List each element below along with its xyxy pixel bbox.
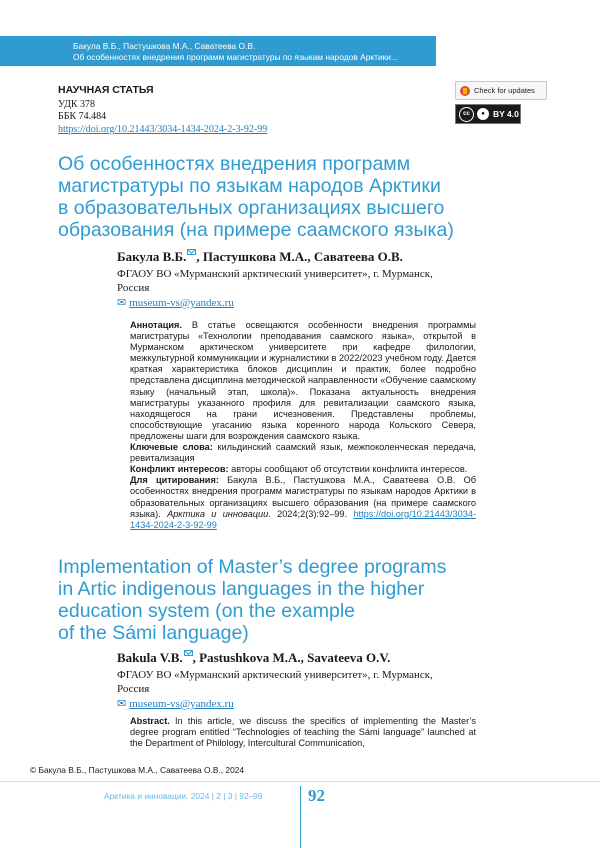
person-icon: ●	[477, 108, 489, 120]
udk-code: УДК 378	[58, 99, 96, 110]
corresponding-author: Bakula V.B.	[117, 650, 183, 665]
license-label: BY 4.0	[493, 109, 519, 119]
title-ru-line: Об особенностях внедрения программ	[58, 153, 411, 175]
crossmark-icon	[460, 86, 470, 96]
affiliation-line: ФГАОУ ВО «Мурманский арктический университет», г. Мурманск,	[117, 268, 433, 280]
abstract-en	[130, 716, 476, 749]
article-title-ru	[58, 153, 528, 241]
authors-en	[117, 650, 390, 666]
doi-link[interactable]: https://doi.org/10.21443/3034-1434-2024-2-3-92-99	[58, 124, 268, 135]
mail-icon: ✉	[117, 698, 127, 710]
title-en-line: Implementation of Master’s degree programs	[58, 556, 447, 578]
running-header-title: Об особенностях внедрения программ магистратуры по языкам народов Арктики...	[73, 52, 398, 62]
footer-divider	[0, 781, 600, 782]
abstract-label: Аннотация.	[130, 320, 182, 330]
copyright-notice: © Бакула В.Б., Пастушкова М.А., Саватеева О.В., 2024	[30, 765, 245, 775]
check-for-updates-badge[interactable]	[455, 81, 547, 100]
keywords-paragraph	[130, 442, 476, 464]
affiliation-line: ФГАОУ ВО «Мурманский арктический университет», г. Мурманск,	[117, 669, 433, 681]
cite-journal: Арктика и инновации	[167, 508, 269, 519]
abstract-text: In this article, we discuss the specifics of implementing the Master’s degree program entitled “Technologies of teaching the Sámi language” launched at the Department of Philology, Intercultural Communication,	[130, 716, 476, 749]
title-en-line: education system (on the example	[58, 600, 355, 622]
affiliation-ru	[117, 268, 433, 295]
abstract-paragraph	[130, 320, 476, 442]
cite-text: Бакула В.Б., Пастушкова М.А., Саватеева О.В. Об особенностях внедрения программ магистратуры по языкам народов Арктики в образовательных организациях высшего образования (на примере саамского языка).	[130, 475, 477, 519]
title-en-line: in Artic indigenous languages in the higher	[58, 578, 425, 600]
title-ru-line: образования (на примере саамского языка)	[58, 219, 454, 241]
authors-ru	[117, 249, 403, 265]
keywords-label: Ключевые слова:	[130, 442, 213, 453]
citation-paragraph	[130, 475, 476, 530]
cc-icon: cc	[459, 107, 474, 122]
article-type: НАУЧНАЯ СТАТЬЯ	[58, 84, 154, 96]
email-en[interactable]	[117, 697, 234, 710]
affiliation-line: Россия	[117, 682, 150, 695]
email-link[interactable]: museum-vs@yandex.ru	[129, 297, 234, 309]
cite-doi-link[interactable]: https://doi.org/10.21443/3034-1434-2024-2-3-92-99	[130, 508, 476, 530]
title-en-line: of the Sámi language)	[58, 622, 249, 644]
title-ru-line: магистратуры по языкам народов Арктики	[58, 175, 441, 197]
article-title-en	[58, 556, 548, 644]
abstract-text: В статье освещаются особенности внедрения программы магистратуры «Технологии преподавания саамского языка», открытой в Мурманском арктическом университете при кафедре филологии, межкультурной коммуникации и журналистики в 2022/2023 учебном году. Дается краткая характеристика блоков дисциплин и практик, более подробно представлена дисциплина методической направленности «Обучение саамскому языку (начальный этап, школа)». Показана актуальность внедрения магистратуры указанного профиля для ревитализации саамского языка, находящегося на грани исчезновения. Представлены проблемы, способствующие угасанию языка коренного народа Кольского Севера, предложены шаги для возрождения саамского языка.	[130, 320, 476, 441]
corresponding-author: Бакула В.Б.	[117, 249, 187, 264]
co-authors: , Пастушкова М.А., Саватеева О.В.	[196, 249, 403, 264]
abstract-label: Abstract.	[130, 716, 170, 726]
page-number: 92	[308, 786, 325, 805]
cc-license-badge[interactable]	[455, 104, 521, 124]
conflict-text: авторы сообщают об отсутствии конфликта интересов.	[228, 464, 468, 475]
affiliation-line: Россия	[117, 281, 150, 294]
title-ru-line: в образовательных организациях высшего	[58, 197, 445, 219]
conflict-label: Конфликт интересов:	[130, 464, 229, 475]
conflict-paragraph	[130, 464, 476, 475]
envelope-icon	[187, 249, 196, 255]
cite-tail: . 2024;2(3):92–99.	[268, 508, 354, 519]
bbk-code: ББК 74.484	[58, 111, 107, 122]
running-header-band	[0, 36, 436, 66]
email-link[interactable]: museum-vs@yandex.ru	[129, 698, 234, 710]
co-authors: , Pastushkova M.A., Savateeva O.V.	[192, 650, 391, 665]
cite-label: Для цитирования:	[130, 475, 219, 486]
check-for-updates-label: Check for updates	[474, 86, 535, 95]
abstract-paragraph	[130, 716, 476, 749]
keywords-text: кильдинский саамский язык, межпоколенческая передача, ревитализация	[130, 442, 476, 464]
footer-journal-info: Арктика и инновации. 2024 | 2 | 3 | 92–99	[104, 791, 263, 801]
abstract-ru	[130, 320, 476, 531]
running-header-authors: Бакула В.Б., Пастушкова М.А., Саватеева О.В.	[73, 41, 256, 51]
footer-vertical-rule	[300, 786, 301, 848]
email-ru[interactable]	[117, 296, 234, 309]
envelope-icon	[184, 650, 193, 656]
mail-icon: ✉	[117, 297, 127, 309]
affiliation-en	[117, 669, 433, 696]
